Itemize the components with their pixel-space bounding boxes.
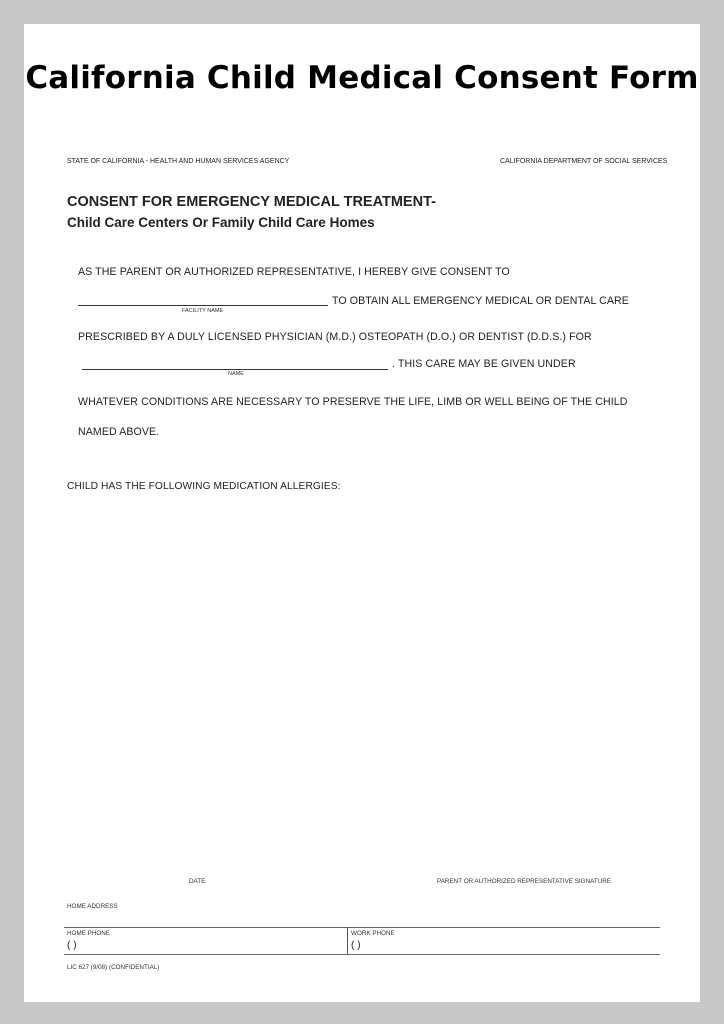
form-subtitle: Child Care Centers Or Family Child Care Homes xyxy=(67,215,375,230)
home-phone-label: HOME PHONE xyxy=(67,930,111,937)
facility-name-input[interactable] xyxy=(80,292,326,305)
facility-name-caption: FACILITY NAME xyxy=(182,308,224,314)
phone-row-top-border xyxy=(64,927,660,928)
agency-right: CALIFORNIA DEPARTMENT OF SOCIAL SERVICES xyxy=(500,158,668,165)
page-title: California Child Medical Consent Form xyxy=(25,60,699,96)
allergies-input[interactable] xyxy=(67,500,657,860)
home-address-label: HOME ADDRESS xyxy=(67,903,118,910)
date-label: DATE xyxy=(189,878,206,885)
form-code: LIC 627 (9/08) (CONFIDENTIAL) xyxy=(67,964,160,971)
consent-line-1: AS THE PARENT OR AUTHORIZED REPRESENTATIVE, I HEREBY GIVE CONSENT TO xyxy=(78,266,510,278)
phone-row-bottom-border xyxy=(64,954,660,955)
signature-input[interactable] xyxy=(420,862,620,874)
agency-left: STATE OF CALIFORNIA - HEALTH AND HUMAN SERVICES AGENCY xyxy=(67,158,290,165)
consent-line-6: NAMED ABOVE. xyxy=(78,426,160,438)
home-phone-value[interactable]: ( ) xyxy=(67,940,77,951)
facility-name-line xyxy=(78,305,328,306)
home-address-input[interactable] xyxy=(67,912,657,925)
child-name-caption: NAME xyxy=(228,371,244,377)
phone-divider xyxy=(347,927,348,954)
form-title: CONSENT FOR EMERGENCY MEDICAL TREATMENT- xyxy=(67,194,436,210)
date-input[interactable] xyxy=(130,862,280,874)
signature-label: PARENT OR AUTHORIZED REPRESENTATIVE SIGNATURE xyxy=(437,878,612,885)
child-name-line xyxy=(82,369,388,370)
consent-line-5: WHATEVER CONDITIONS ARE NECESSARY TO PRESERVE THE LIFE, LIMB OR WELL BEING OF THE CHILD xyxy=(78,396,628,408)
consent-line-2: TO OBTAIN ALL EMERGENCY MEDICAL OR DENTAL CARE xyxy=(332,295,629,307)
allergies-label: CHILD HAS THE FOLLOWING MEDICATION ALLERGIES: xyxy=(67,481,341,492)
work-phone-value[interactable]: ( ) xyxy=(351,940,361,951)
work-phone-label: WORK PHONE xyxy=(351,930,395,937)
child-name-input[interactable] xyxy=(84,356,386,369)
consent-line-4: . THIS CARE MAY BE GIVEN UNDER xyxy=(392,358,576,370)
consent-line-3: PRESCRIBED BY A DULY LICENSED PHYSICIAN (M.D.) OSTEOPATH (D.O.) OR DENTIST (D.D.S.) FOR xyxy=(78,331,592,343)
